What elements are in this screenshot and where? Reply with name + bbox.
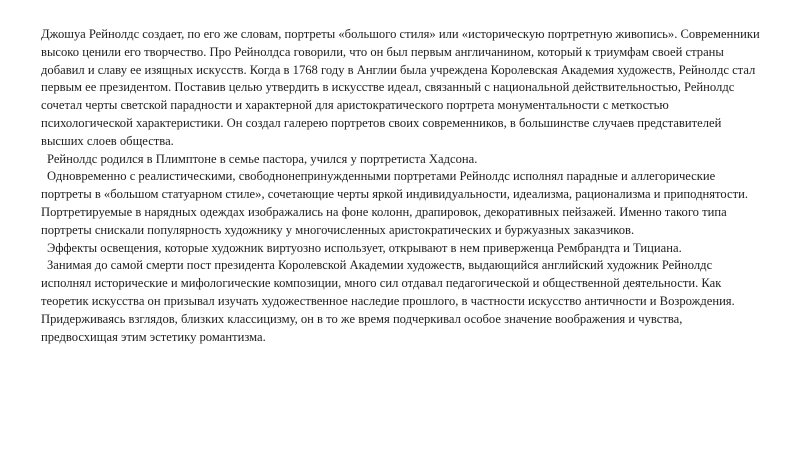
paragraph-lighting: Эффекты освещения, которые художник виртуозно использует, открывают в нем приверженца Рембрандта и Тициана. [47,240,682,255]
paragraph-portraits: Одновременно с реалистическими, свободнонепринужденными портретами Рейнолдс исполнял парадные и аллегорические портреты в «большом статуарном стиле», сочетающие черты яркой индивидуальности, идеализма, рационализма и приподнятости. Портретируемые в нарядных одеждах изображались на фоне колонн, драпировок, декоративных пейзажей. Именно такого типа портреты снискали популярность художнику у многочисленных аристократических и буржуазных заказчиков. [41,169,748,237]
paragraph-birth: Рейнолдс родился в Плимптоне в семье пастора, учился у портретиста Хадсона. [47,151,478,166]
paragraph-intro: Джошуа Рейнолдс создает, по его же словам, портреты «большого стиля» или «историческую портретную живопись». Современники высоко ценили его творчество. Про Рейнолдса говорили, что он был первым англичанином, который к триумфам своей страны добавил и славу ее изящных искусств. Когда в 1768 году в Англии была учреждена Королевская Академия художеств, Рейнолдс стал первым ее президентом. Поставив целью утвердить в искусстве идеал, связанный с национальной действительностью, Рейнолдс сочетал черты светской парадности и характерной для аристократического портрета монументальности с меткостью психологической характеристики. Он создал галерею портретов своих современников, в большинстве случаев представителей высших слоев общества. [41,27,760,148]
body-text [41,26,761,346]
paragraph-academy: Занимая до самой смерти пост президента Королевской Академии художеств, выдающийся английский художник Рейнолдс исполнял исторические и мифологические композиции, много сил отдавал педагогической и общественной деятельности. Как теоретик искусства он призывал изучать художественное наследие прошлого, в частности искусство античности и Возрождения. Придерживаясь взглядов, близких классицизму, он в то же время подчеркивал особое значение воображения и чувства, предвосхищая этим эстетику романтизма. [41,258,735,344]
